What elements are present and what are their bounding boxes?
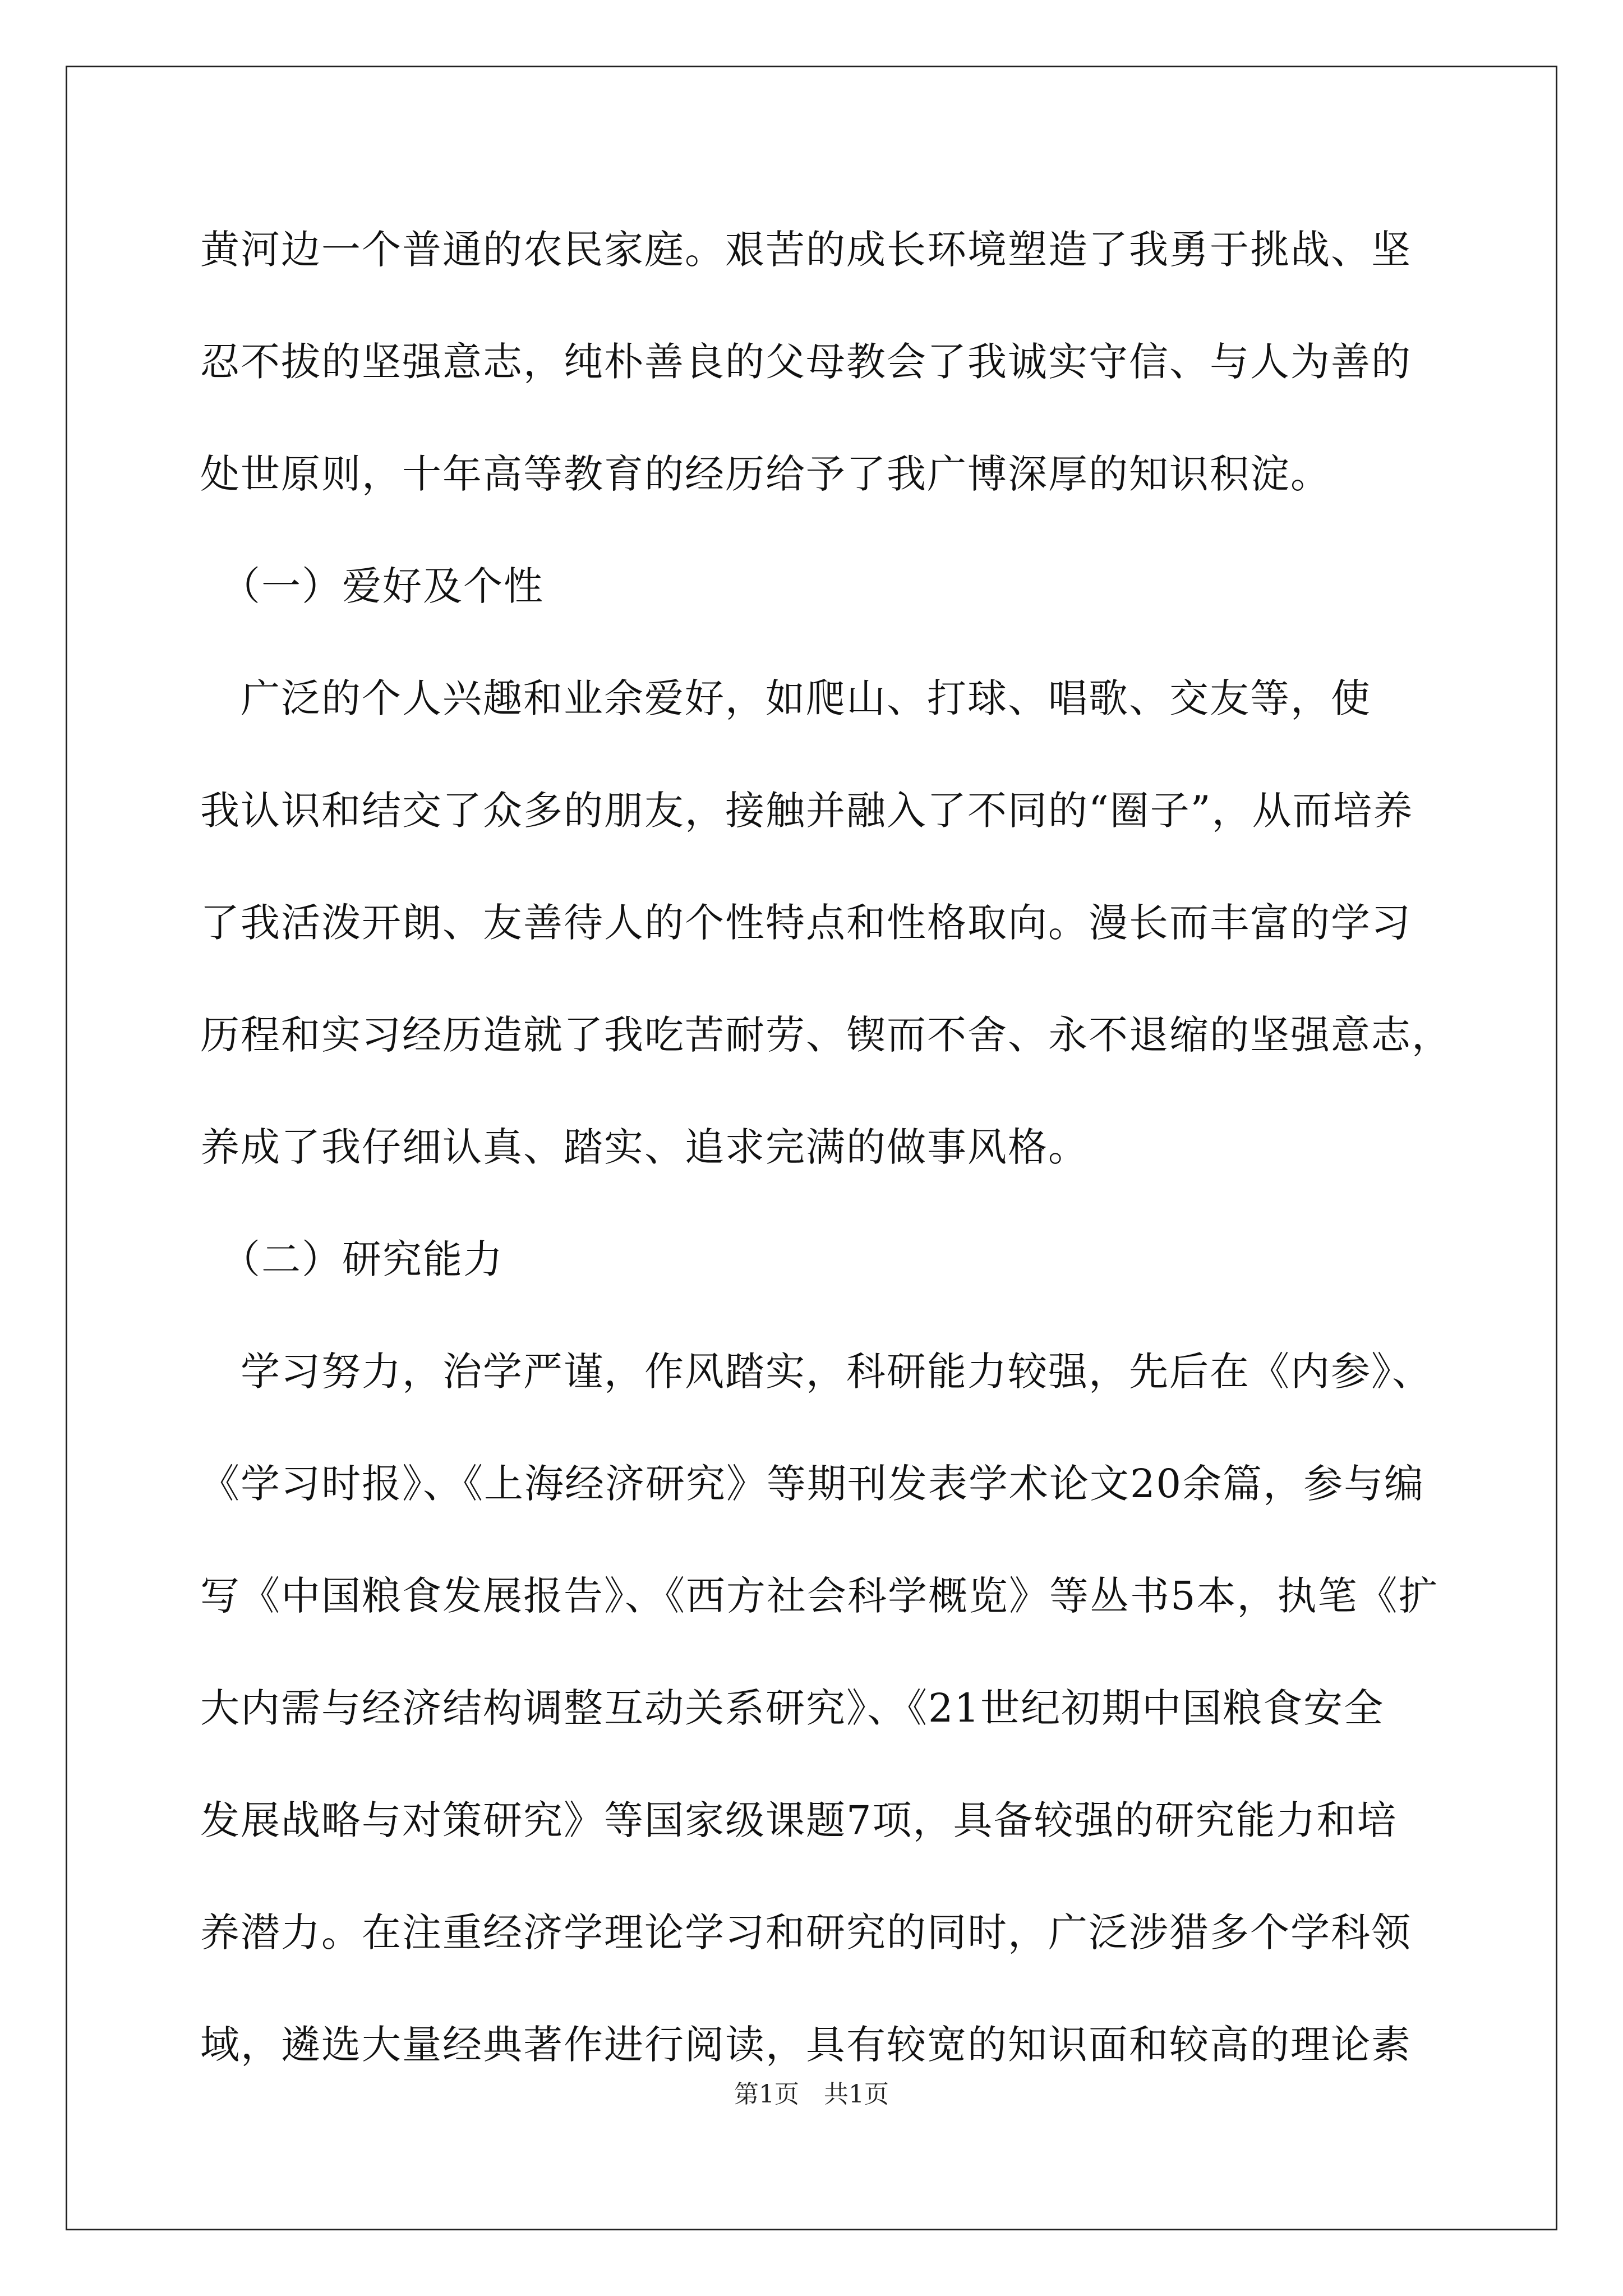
text-line: 了我活泼开朗、友善待人的个性特点和性格取向。漫长而丰富的学习: [200, 900, 1412, 946]
text-line: 养潜力。在注重经济学理论学习和研究的同时，广泛涉猎多个学科领: [200, 1910, 1412, 1955]
text-line: 域，遴选大量经典著作进行阅读，具有较宽的知识面和较高的理论素: [200, 2022, 1412, 2068]
text-line: 大内需与经济结构调整互动关系研究》、《21世纪初期中国粮食安全: [200, 1685, 1385, 1731]
text-line: 广泛的个人兴趣和业余爱好，如爬山、打球、唱歌、交友等，使: [200, 675, 1371, 721]
text-line: 《学习时报》、《上海经济研究》等期刊发表学术论文20余篇，参与编: [200, 1461, 1425, 1507]
text-line: 发展战略与对策研究》等国家级课题7项，具备较强的研究能力和培: [200, 1797, 1398, 1843]
text-line: 黄河边一个普通的农民家庭。艰苦的成长环境塑造了我勇于挑战、坚: [200, 227, 1412, 273]
page-number-footer: 第1页 共1页: [734, 2080, 889, 2109]
text-line: 写《中国粮食发展报告》、《西方社会科学概览》等丛书5本，执笔《扩: [200, 1573, 1439, 1619]
text-line: 养成了我仔细认真、踏实、追求完满的做事风格。: [200, 1124, 1089, 1170]
section-heading-research: （二）研究能力: [200, 1236, 504, 1282]
text-line: 学习努力，治学严谨，作风踏实，科研能力较强，先后在《内参》、: [200, 1349, 1432, 1395]
text-line: 我认识和结交了众多的朋友，接触并融入了不同的“圈子”，从而培养: [200, 788, 1414, 834]
text-line: 忍不拔的坚强意志，纯朴善良的父母教会了我诚实守信、与人为善的: [200, 339, 1412, 385]
text-line: 历程和实习经历造就了我吃苦耐劳、锲而不舍、永不退缩的坚强意志，: [200, 1012, 1452, 1058]
text-line: 处世原则，十年高等教育的经历给予了我广博深厚的知识积淀。: [200, 451, 1331, 497]
section-heading-hobbies: （一）爱好及个性: [200, 563, 544, 609]
